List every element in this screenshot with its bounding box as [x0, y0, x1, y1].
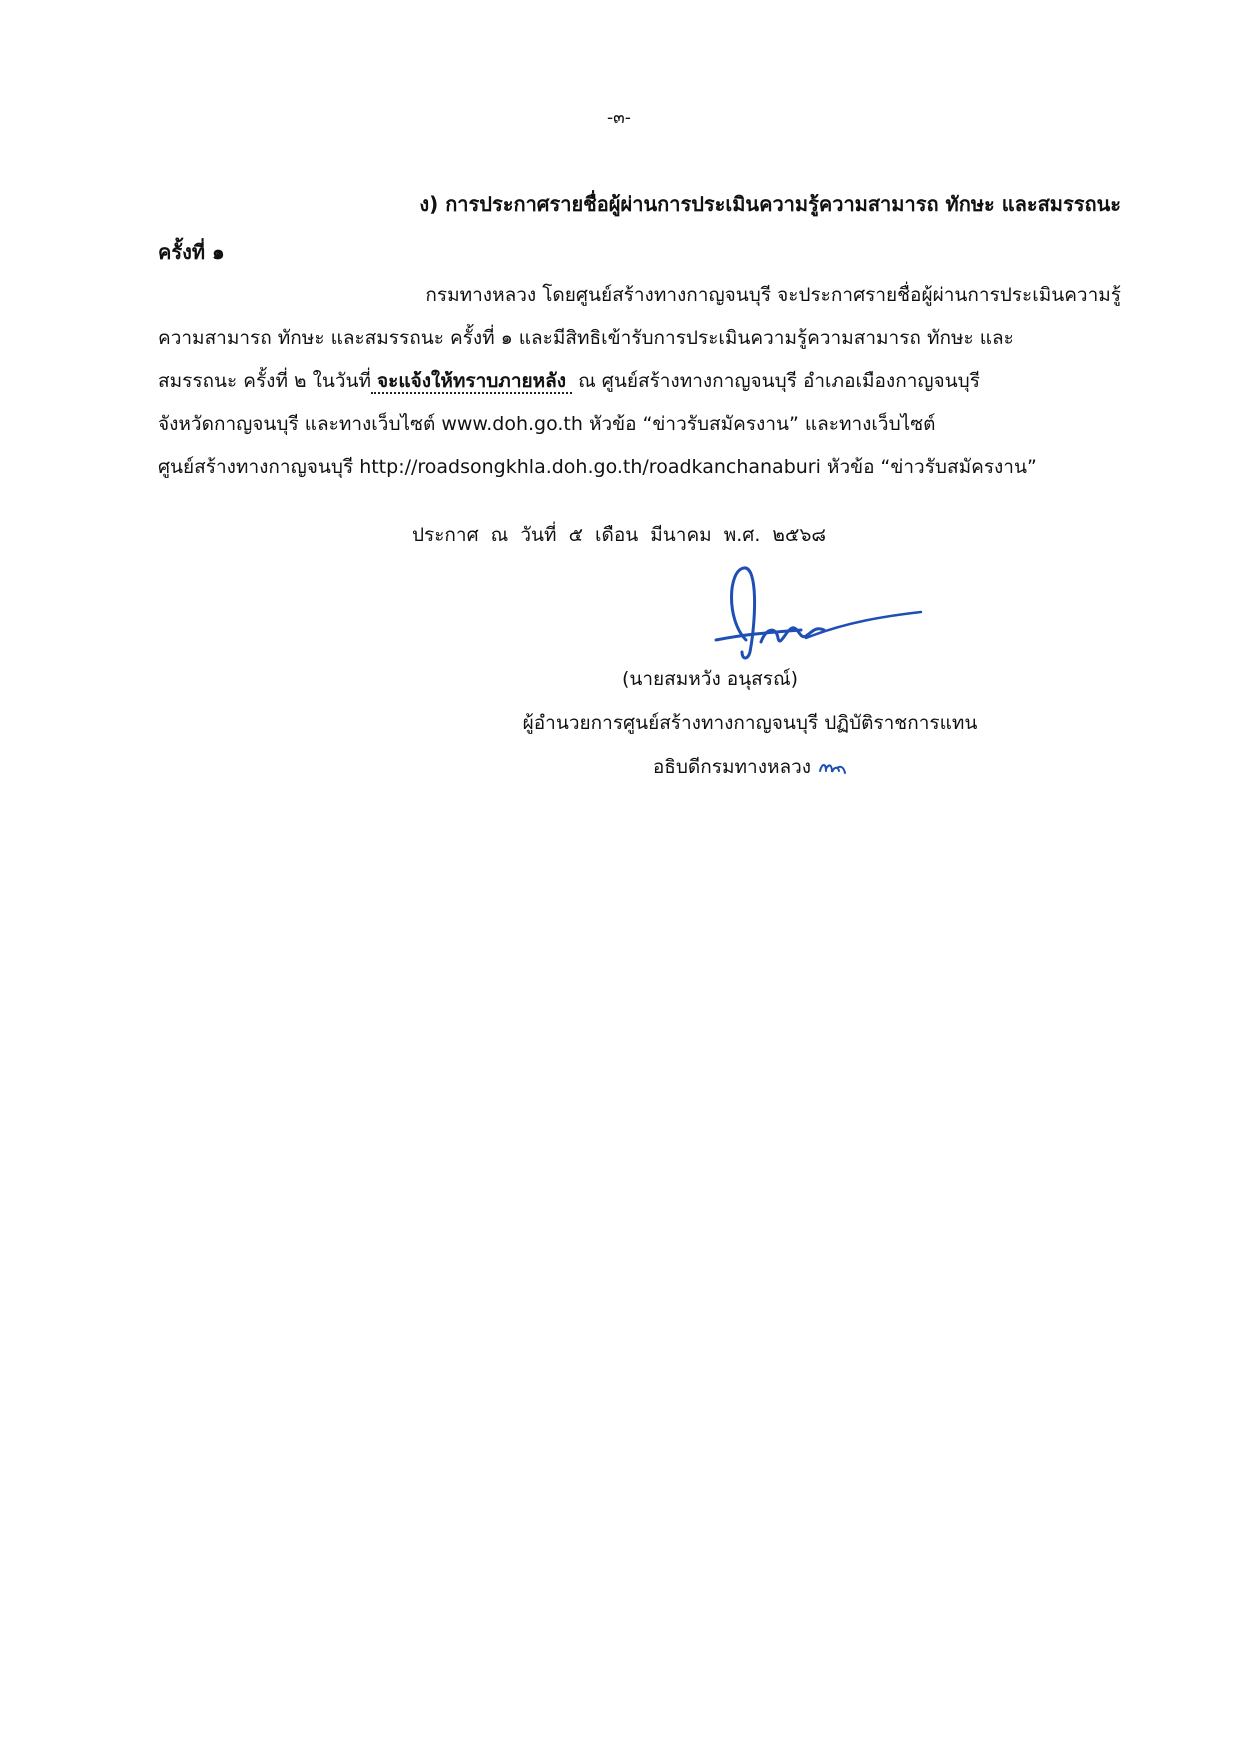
initials-icon	[817, 759, 847, 777]
paragraph-line: จังหวัดกาญจนบุรี และทางเว็บไซต์ www.doh.go.th หัวข้อ “ข่าวรับสมัครงาน” และทางเว็บไซต์	[158, 413, 936, 435]
section-heading-continued: ครั้งที่ ๑	[158, 240, 225, 264]
paragraph-line: ความสามารถ ทักษะ และสมรรถนะ ครั้งที่ ๑ และมีสิทธิเข้ารับการประเมินความรู้ความสามารถ ทักษะ และ	[158, 327, 1014, 349]
paragraph-text: ณ ศูนย์สร้างทางกาญจนบุรี อำเภอเมืองกาญจนบุรี	[572, 370, 980, 392]
date-fill-in: จะแจ้งให้ทราบภายหลัง	[371, 370, 572, 394]
signature-icon	[706, 560, 926, 670]
paragraph-line: กรมทางหลวง โดยศูนย์สร้างทางกาญจนบุรี จะประกาศรายชื่อผู้ผ่านการประเมินความรู้	[425, 284, 1121, 306]
signatory-org	[470, 752, 1030, 782]
signatory-org-text: อธิบดีกรมทางหลวง	[652, 756, 812, 778]
paragraph-line	[158, 366, 1121, 396]
signatory-name: (นายสมหวัง อนุสรณ์)	[621, 668, 799, 690]
signatory-title: ผู้อำนวยการศูนย์สร้างทางกาญจนบุรี ปฏิบัติราชการแทน	[522, 712, 978, 734]
paragraph-text: สมรรถนะ ครั้งที่ ๒ ในวันที่	[158, 370, 372, 392]
paragraph-line: ศูนย์สร้างทางกาญจนบุรี http://roadsongkhla.doh.go.th/roadkanchanaburi หัวข้อ “ข่าวรับสมัครงาน”	[158, 456, 1037, 478]
section-heading: ง) การประกาศรายชื่อผู้ผ่านการประเมินความรู้ความสามารถ ทักษะ และสมรรถนะ	[419, 192, 1121, 216]
announcement-date: ประกาศ ณ วันที่ ๕ เดือน มีนาคม พ.ศ. ๒๕๖๘	[411, 524, 827, 546]
page-number: -๓-	[607, 108, 631, 128]
